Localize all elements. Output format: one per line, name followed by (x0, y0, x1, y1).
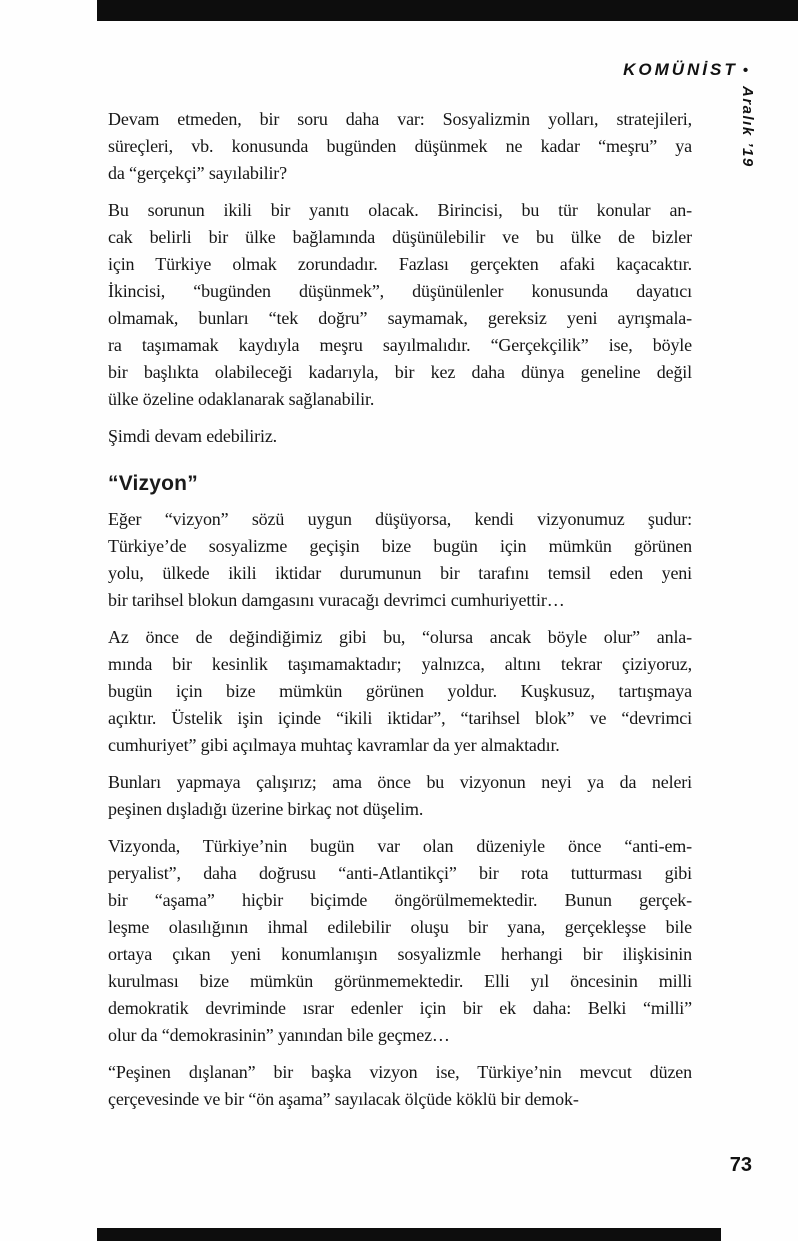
paragraph (108, 506, 692, 614)
paragraph (108, 624, 692, 759)
paragraph-line: demokratik devriminde ısrar edenler için bir ek daha: Belki “milli” (108, 998, 692, 1018)
paragraph (108, 106, 692, 187)
paragraph-line: için Türkiye olmak zorundadır. Fazlası gerçekten afaki kaçacaktır. (108, 254, 692, 274)
section-heading: “Vizyon” (108, 472, 198, 495)
paragraph-line: olmamak, bunları “tek doğru” saymamak, gereksiz yeni ayrışmala- (108, 308, 692, 328)
paragraph-line: Vizyonda, Türkiye’nin bugün var olan düzeniyle önce “anti-em- (108, 836, 692, 856)
paragraph-line: bir “aşama” hiçbir biçimde öngörülmemektedir. Bunun gerçek- (108, 890, 692, 910)
paragraph-line: da “gerçekçi” sayılabilir? (108, 163, 287, 183)
paragraph-line: peşinen dışladığı üzerine birkaç not düşelim. (108, 799, 424, 819)
paragraph-line: yolu, ülkede ikili iktidar durumunun bir tarafını temsil eden yeni (108, 563, 692, 583)
paragraph-line: “Peşinen dışlanan” bir başka vizyon ise, Türkiye’nin mevcut düzen (108, 1062, 692, 1082)
article-body (108, 106, 692, 1123)
paragraph-line: bugün için bize mümkün görünen yoldur. Kuşkusuz, tartışmaya (108, 681, 692, 701)
page-number: 73 (729, 1154, 752, 1176)
paragraph-line: Eğer “vizyon” sözü uygun düşüyorsa, kendi vizyonumuz şudur: (108, 509, 692, 529)
paragraph-line: ortaya çıkan yeni konumlanışın sosyalizmle herhangi bir ilişkisinin (108, 944, 692, 964)
paragraph-line: bir başlıkta olabileceği kadarıyla, bir kez daha dünya geneline değil (108, 362, 692, 382)
paragraph-line: Devam etmeden, bir soru daha var: Sosyalizmin yolları, stratejileri, (108, 109, 692, 129)
paragraph-line: Türkiye’de sosyalizme geçişin bize bugün için mümkün görünen (108, 536, 692, 556)
paragraph-line: Bunları yapmaya çalışırız; ama önce bu vizyonun neyi ya da neleri (108, 772, 692, 792)
paragraph-line: açıktır. Üstelik işin içinde “ikili iktidar”, “tarihsel blok” ve “devrimci (108, 708, 692, 728)
issue-date-vertical: Aralık ’19 (739, 86, 756, 168)
journal-title: KOMÜNİST (623, 60, 738, 79)
top-rule (97, 0, 798, 21)
paragraph-line: kurulması bize mümkün görünmemektedir. Elli yıl öncesinin milli (108, 971, 692, 991)
paragraph (108, 833, 692, 1049)
paragraph (108, 769, 692, 823)
paragraph-line: Şimdi devam edebiliriz. (108, 426, 278, 446)
paragraph-line: peryalist”, daha doğrusu “anti-Atlantikçi” bir rota tutturması gibi (108, 863, 692, 883)
paragraph-line: leşme olasılığının ihmal edilebilir oluşu bir yana, gerçekleşse bile (108, 917, 692, 937)
masthead-bullet: • (742, 62, 748, 79)
paragraph-line: mında bir kesinlik taşımamaktadır; yalnızca, altını tekrar çiziyoruz, (108, 654, 692, 674)
paragraph-line: İkincisi, “bugünden düşünmek”, düşünülenler konusunda dayatıcı (108, 281, 692, 301)
paragraph-line: çerçevesinde ve bir “ön aşama” sayılacak ölçüde köklü bir demok- (108, 1089, 579, 1109)
paragraph-line: olur da “demokrasinin” yanından bile geçmez… (108, 1025, 450, 1045)
paragraph (108, 197, 692, 413)
paragraph-line: ülke özeline odaklanarak sağlanabilir. (108, 389, 375, 409)
paragraph-line: Az önce de değindiğimiz gibi bu, “olursa ancak böyle olur” anla- (108, 627, 692, 647)
paragraph-line: Bu sorunun ikili bir yanıtı olacak. Birincisi, bu tür konular an- (108, 200, 692, 220)
paragraph-line: ra taşımamak kaydıyla meşru sayılmalıdır. “Gerçekçilik” ise, böyle (108, 335, 692, 355)
paragraph (108, 423, 692, 450)
paragraph-line: cak belirli bir ülke bağlamında düşünülebilir ve bu ülke de bizler (108, 227, 692, 247)
paragraph (108, 1059, 692, 1113)
paragraph-line: bir tarihsel blokun damgasını vuracağı devrimci cumhuriyettir… (108, 590, 565, 610)
journal-masthead (623, 60, 748, 80)
bottom-rule (97, 1228, 721, 1241)
paragraph-line: süreçleri, vb. konusunda bugünden düşünmek ne kadar “meşru” ya (108, 136, 692, 156)
paragraph-line: cumhuriyet” gibi açılmaya muhtaç kavramlar da yer almaktadır. (108, 735, 560, 755)
